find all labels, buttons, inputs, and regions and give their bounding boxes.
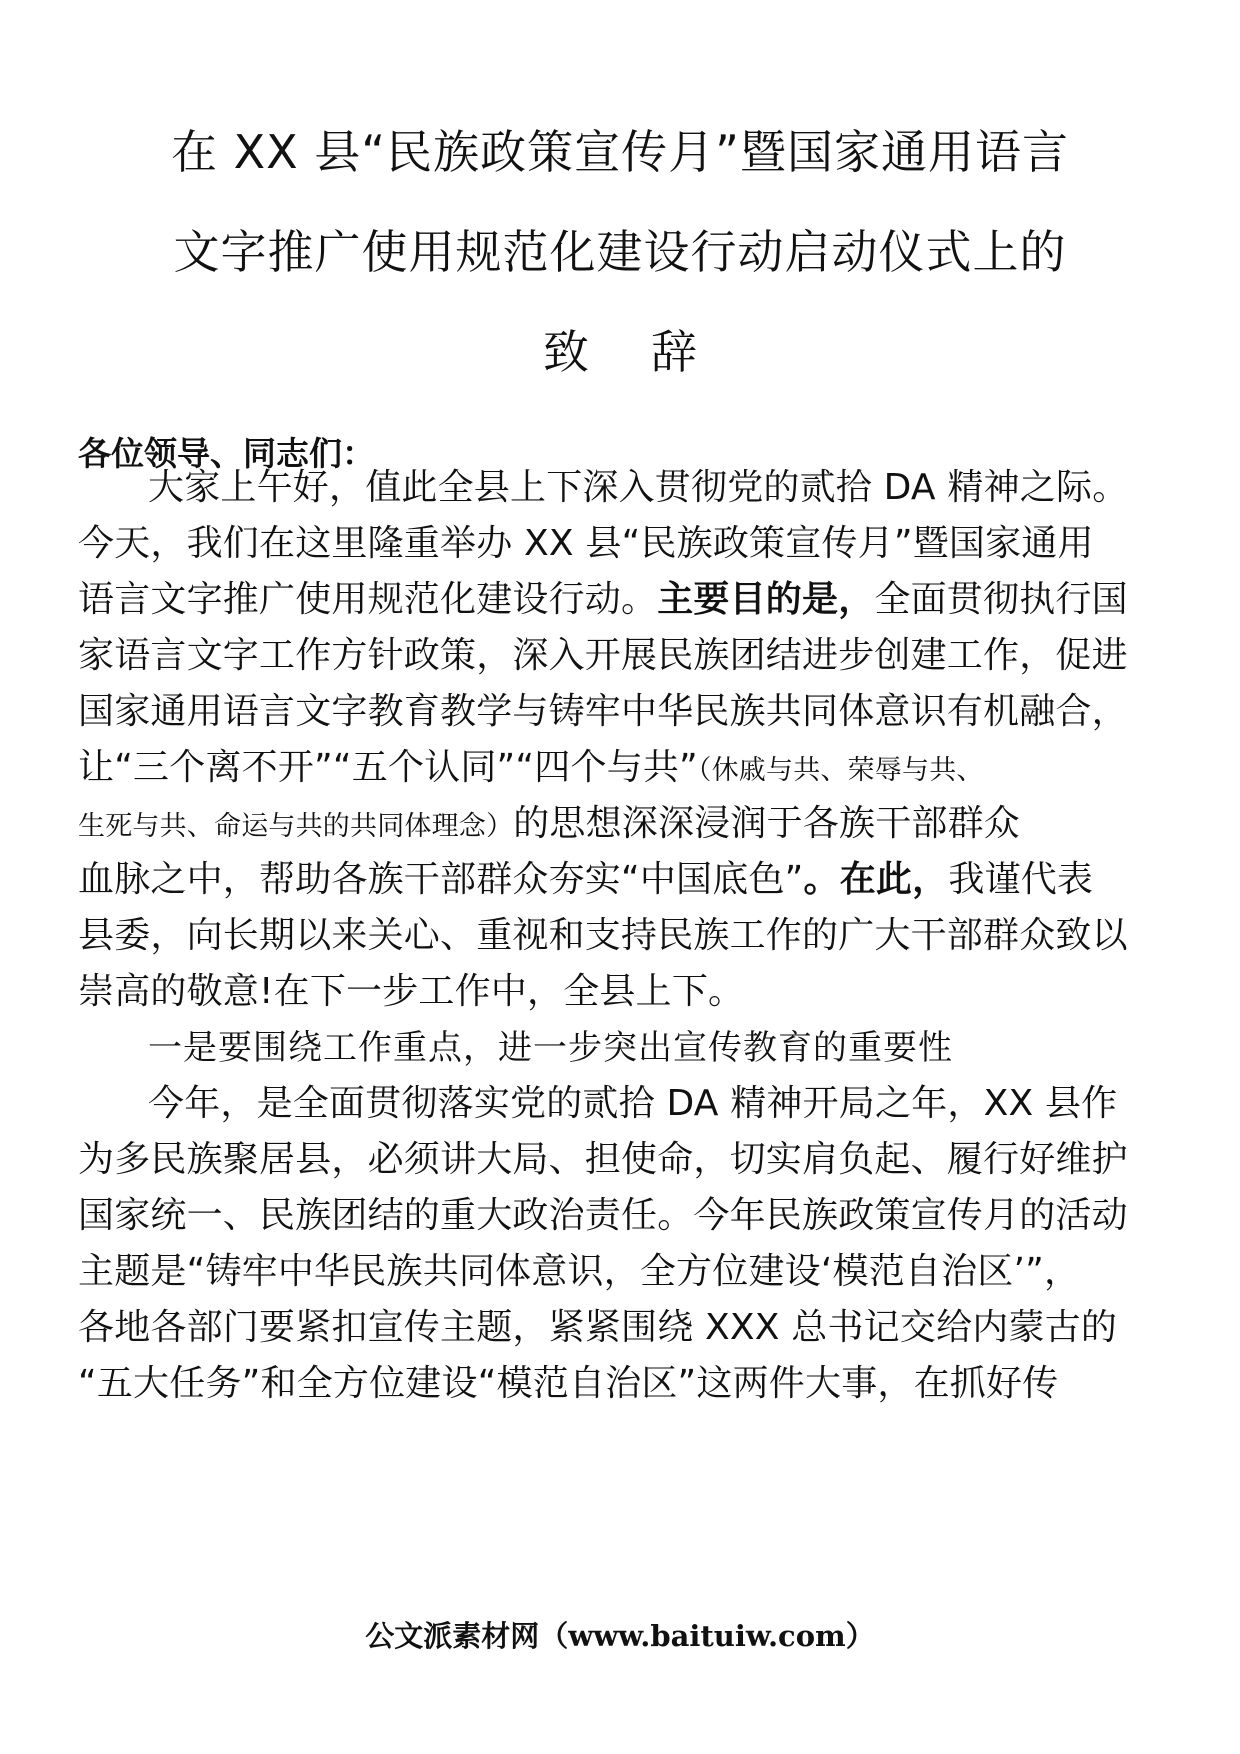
paragraph-2-line-1: 今年，是全面贯彻落实党的贰拾 DA 精神开局之年，XX 县作 bbox=[148, 1083, 1118, 1124]
paragraph-1-line-7-text-b: 的思想深深浸润于各族干部群众 bbox=[513, 803, 1021, 844]
paragraph-1-line-8-text-a: 血脉之中，帮助各族干部群众夯实“中国底色” bbox=[78, 859, 804, 900]
paragraph-1-line-4: 家语言文字工作方针政策，深入开展民族团结进步创建工作，促进 bbox=[78, 635, 1128, 676]
paragraph-1-line-8-text-c: 我谨代表 bbox=[948, 859, 1094, 900]
paragraph-1-line-6 bbox=[78, 742, 1188, 797]
document-title-line-3 bbox=[0, 324, 1240, 380]
paragraph-1-line-3 bbox=[78, 574, 1188, 626]
document-title-line-1: 在 XX 县“民族政策宣传月”暨国家通用语言 bbox=[171, 125, 1069, 179]
paragraph-1-line-2: 今天，我们在这里隆重举办 XX 县“民族政策宣传月”暨国家通用 bbox=[78, 523, 1094, 564]
paragraph-1-line-9: 县委，向长期以来关心、重视和支持民族工作的广大干部群众致以 bbox=[78, 915, 1128, 956]
salutation: 各位领导、同志们： bbox=[78, 434, 375, 473]
paragraph-2-line-4: 主题是“铸牢中华民族共同体意识，全方位建设‘模范自治区’”， bbox=[78, 1251, 1081, 1292]
paragraph-1-line-5: 国家通用语言文字教育教学与铸牢中华民族共同体意识有机融合， bbox=[78, 691, 1128, 732]
paragraph-1-line-3-text-c: 全面贯彻执行国 bbox=[874, 579, 1128, 620]
paragraph-1-line-1: 大家上午好，值此全县上下深入贯彻党的贰拾 DA 精神之际。 bbox=[148, 467, 1129, 508]
paragraph-2-line-3: 国家统一、民族团结的重大政治责任。今年民族政策宣传月的活动 bbox=[78, 1195, 1128, 1236]
paragraph-1-line-7-small-text: 生死与共、命运与共的共同体理念） bbox=[78, 811, 514, 842]
document-title-line-2: 文字推广使用规范化建设行动启动仪式上的 bbox=[173, 225, 1067, 279]
paragraph-1-line-7 bbox=[78, 798, 1188, 853]
emphasis-main-purpose: 主要目的是， bbox=[657, 579, 875, 620]
paragraph-1-line-10: 崇高的敬意!在下一步工作中，全县上下。 bbox=[78, 971, 745, 1012]
emphasis-here: 。在此， bbox=[803, 859, 949, 900]
paragraph-1-line-3-text-a: 语言文字推广使用规范化建设行动。 bbox=[78, 579, 658, 620]
paragraph-2-line-6: “五大任务”和全方位建设“模范自治区”这两件大事，在抓好传 bbox=[78, 1363, 1059, 1404]
title-char-2: 辞 bbox=[651, 325, 697, 379]
footer-watermark: 公文派素材网（www.baituiw.com） bbox=[365, 1619, 875, 1653]
section-heading-1: 一是要围绕工作重点，进一步突出宣传教育的重要性 bbox=[148, 1028, 953, 1068]
paragraph-1-line-6-small-text: （休戚与共、荣辱与共、 bbox=[697, 755, 984, 786]
paragraph-1-line-6-text-a: 让“三个离不开”“五个认同”“四个与共” bbox=[78, 747, 698, 788]
title-char-1: 致 bbox=[543, 325, 589, 379]
paragraph-2-line-2: 为多民族聚居县，必须讲大局、担使命，切实肩负起、履行好维护 bbox=[78, 1139, 1128, 1180]
paragraph-1-line-8 bbox=[78, 854, 1188, 906]
paragraph-2-line-5: 各地各部门要紧扣宣传主题，紧紧围绕 XXX 总书记交给内蒙古的 bbox=[78, 1307, 1118, 1348]
